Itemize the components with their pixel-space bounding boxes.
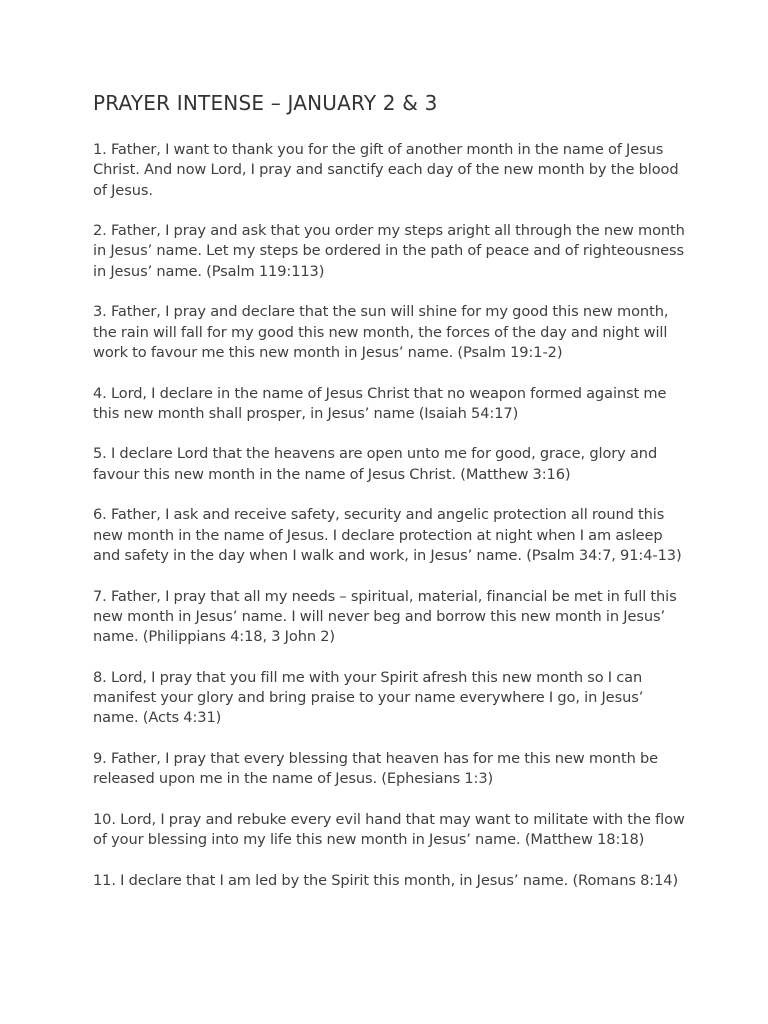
prayer-paragraph-10: 10. Lord, I pray and rebuke every evil hand that may want to militate with the flow of your blessing into my life this new month in Jesus’ name. (Matthew 18:18) — [93, 810, 685, 849]
prayer-paragraph-9: 9. Father, I pray that every blessing that heaven has for me this new month be released upon me in the name of Jesus. (Ephesians 1:3) — [93, 749, 659, 788]
prayer-paragraph-6: 6. Father, I ask and receive safety, security and angelic protection all round this new month in the name of Jesus. I declare protection at night when I am asleep and safety in the day when I walk and work, in Jesus’ name. (Psalm 34:7, 91:4-13) — [93, 506, 682, 564]
prayer-paragraph-5: 5. I declare Lord that the heavens are open unto me for good, grace, glory and favour this new month in the name of Jesus Christ. (Matthew 3:16) — [93, 445, 658, 483]
prayer-paragraph-4: 4. Lord, I declare in the name of Jesus Christ that no weapon formed against me this new month shall prosper, in Jesus’ name (Isaiah 54:17) — [93, 384, 667, 422]
document-title: PRAYER INTENSE – JANUARY 2 & 3 — [93, 91, 438, 115]
prayer-paragraph-3: 3. Father, I pray and declare that the sun will shine for my good this new month, the rain will fall for my good this new month, the forces of the day and night will work to favour me this new month in Jesus’ name. (Psalm 19:1-2) — [93, 303, 669, 361]
prayer-paragraph-11: 11. I declare that I am led by the Spirit this month, in Jesus’ name. (Romans 8:14) — [93, 871, 679, 889]
prayer-paragraph-7: 7. Father, I pray that all my needs – spiritual, material, financial be met in full this new month in Jesus’ name. I will never beg and borrow this new month in Jesus’ name. (Philippians 4:18, 3 John 2) — [93, 587, 677, 646]
prayer-paragraph-1: 1. Father, I want to thank you for the gift of another month in the name of Jesus Christ. And now Lord, I pray and sanctify each day of the new month by the blood of Jesus. — [93, 141, 679, 199]
prayer-paragraph-8: 8. Lord, I pray that you fill me with your Spirit afresh this new month so I can manifest your glory and bring praise to your name everywhere I go, in Jesus’ name. (Acts 4:31) — [93, 668, 644, 727]
document-page — [93, 86, 693, 911]
prayer-paragraph-2: 2. Father, I pray and ask that you order my steps aright all through the new month in Jesus’ name. Let my steps be ordered in the path of peace and of righteousness in Jesus’ name. (Psalm 119:113) — [93, 222, 685, 280]
